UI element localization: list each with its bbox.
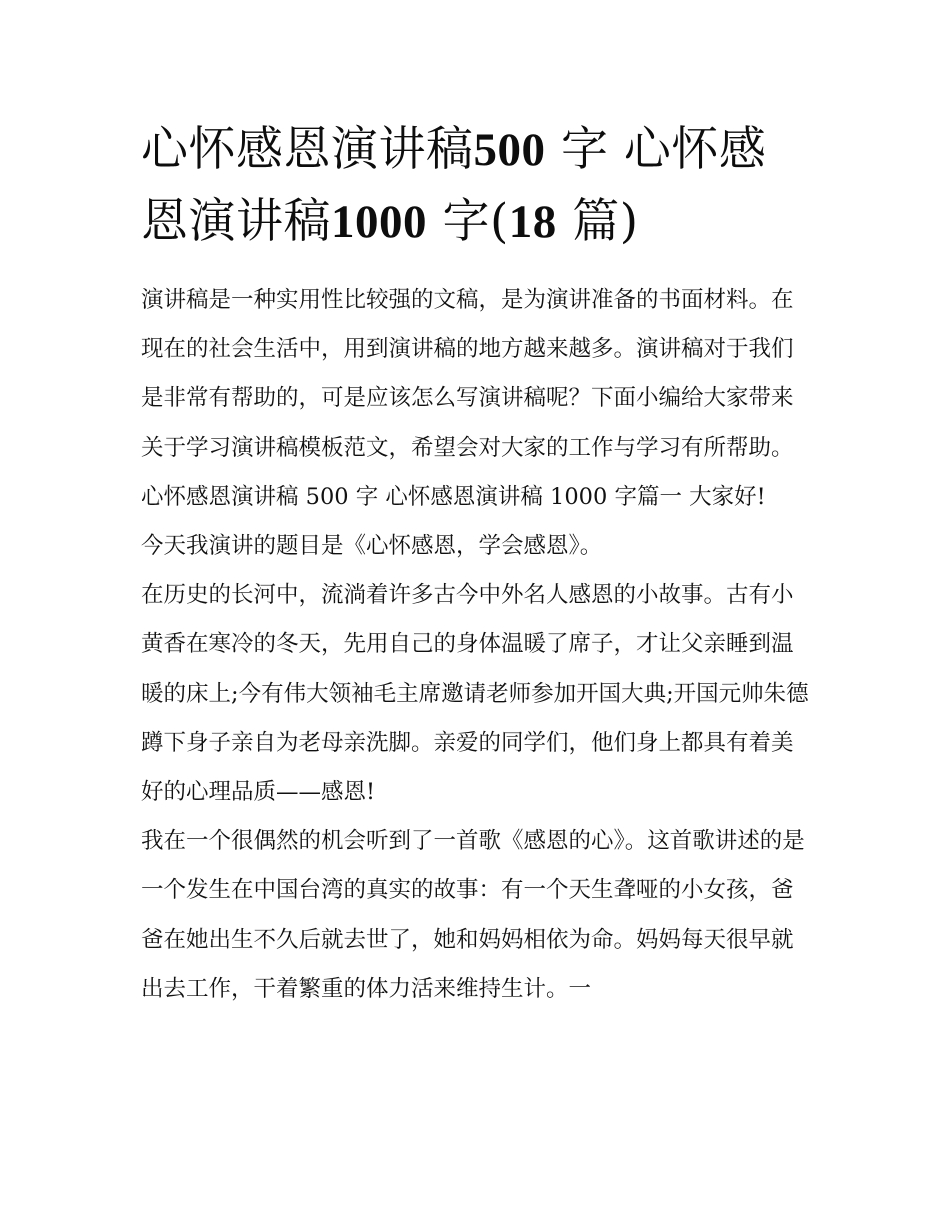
document-title	[141, 114, 813, 258]
document-page	[141, 114, 813, 1014]
title-text: 篇)	[572, 194, 639, 249]
title-number: 1000	[331, 196, 427, 248]
document-body	[141, 276, 813, 1014]
title-text: 恩演讲稿	[141, 194, 331, 249]
title-text: 字(	[442, 194, 509, 249]
title-text: 字 心怀感	[560, 122, 767, 177]
title-number: 500	[473, 124, 546, 176]
title-number: 18	[508, 196, 557, 248]
speech-topic-paragraph: 今天我演讲的题目是《心怀感恩，学会感恩》。	[141, 533, 603, 560]
intro-paragraph: 演讲稿是一种实用性比较强的文稿，是为演讲准备的书面材料。在现在的社会生活中，用到演讲稿的地方越来越多。演讲稿对于我们是非常有帮助的，可是应该怎么写演讲稿呢？下面小编给大家带来关于学习演讲稿模板范文，希望会对大家的工作与学习有所帮助。	[141, 287, 794, 461]
song-story-paragraph: 我在一个很偶然的机会听到了一首歌《感恩的心》。这首歌讲述的是一个发生在中国台湾的真实的故事：有一个天生聋哑的小女孩，爸爸在她出生不久后就去世了，她和妈妈相依为命。妈妈每天很早就出去工作，干着繁重的体力活来维持生计。一	[141, 828, 805, 1002]
title-text: 心怀感恩演讲稿	[141, 122, 474, 177]
section-heading-line: 心怀感恩演讲稿 500 字 心怀感恩演讲稿 1000 字篇一 大家好!	[141, 483, 766, 510]
history-paragraph: 在历史的长河中，流淌着许多古今中外名人感恩的小故事。古有小黄香在寒冷的冬天，先用自己的身体温暖了席子，才让父亲睡到温暖的床上;今有伟大领袖毛主席邀请老师参加开国大典;开国元帅朱德蹲下身子亲自为老母亲洗脚。亲爱的同学们，他们身上都具有着美好的心理品质——感恩!	[141, 582, 809, 806]
